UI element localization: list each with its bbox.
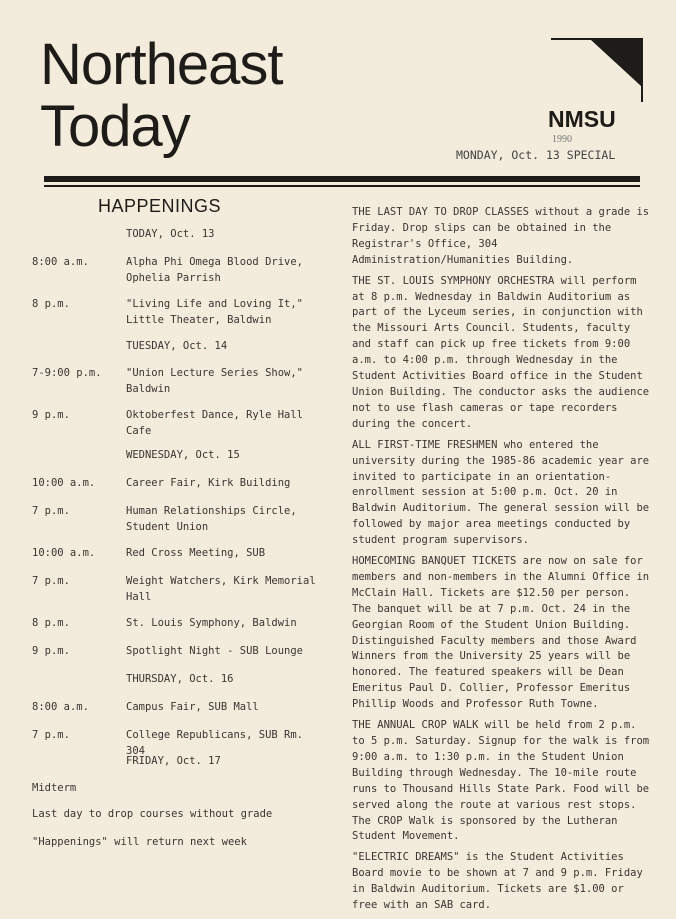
event-time: 9 p.m.: [32, 409, 70, 421]
day-heading: TODAY, Oct. 13: [126, 228, 215, 240]
event-description: Weight Watchers, Kirk Memorial Hall: [126, 575, 316, 603]
event-description: St. Louis Symphony, Baldwin: [126, 617, 297, 629]
handwritten-year: 1990: [552, 134, 572, 145]
event-description: Career Fair, Kirk Building: [126, 477, 291, 489]
event-time: 7 p.m.: [32, 575, 70, 587]
event-description: Spotlight Night - SUB Lounge: [126, 645, 304, 657]
event-time: 8 p.m.: [32, 617, 70, 629]
announcement-paragraph: HOMECOMING BANQUET TICKETS are now on sale for members and non-members in the Alumni Office in McClain Hall. Tickets are $12.50 per person. The banquet will be at 7 p.m. Oct. 24 in the Georgian Room of the Student Union Building. Distinguished Faculty members and those Award Winners from the University 25 years will be honored. The featured speakers will be Dean Emeritus Paul D. Collier, Professor Emeritus Phillip Woods and Professor Ruth Towne.: [352, 555, 650, 711]
masthead-rule-thin: [44, 185, 640, 187]
announcement-paragraph: THE ANNUAL CROP WALK will be held from 2 p.m. to 5 p.m. Saturday. Signup for the walk is from 9:00 a.m. to 1:30 p.m. in the Student Union Building through Wednesday. The 10-mile route runs to Thousand Hills State Park. Food will be served along the route at various rest stops. The CROP Walk is sponsored by the Lutheran Student Movement.: [352, 719, 650, 843]
announcements-column: [352, 205, 652, 919]
day-heading: FRIDAY, Oct. 17: [126, 755, 221, 767]
day-heading: TUESDAY, Oct. 14: [126, 340, 228, 352]
friday-note: Last day to drop courses without grade: [32, 808, 273, 820]
announcement-paragraph: THE LAST DAY TO DROP CLASSES without a grade is Friday. Drop slips can be obtained in the Registrar's Office, 304 Administration/Humanities Building.: [352, 206, 650, 266]
friday-note: Midterm: [32, 782, 77, 794]
event-time: 8:00 a.m.: [32, 256, 89, 268]
event-time: 8 p.m.: [32, 298, 70, 310]
announcement-paragraph: ALL FIRST-TIME FRESHMEN who entered the university during the 1985-86 academic year are invited to participate in an orientation-enrollment session at 5:00 p.m. Oct. 20 in Baldwin Auditorium. The general session will be followed by major area meetings conducted by student program supervisors.: [352, 438, 650, 547]
day-heading: THURSDAY, Oct. 16: [126, 673, 234, 685]
event-description: College Republicans, SUB Rm. 304: [126, 729, 304, 757]
event-description: "Living Life and Loving It," Little Theater, Baldwin: [126, 298, 304, 326]
friday-note: "Happenings" will return next week: [32, 836, 247, 848]
event-time: 8:00 a.m.: [32, 701, 89, 713]
announcement-paragraph: "ELECTRIC DREAMS" is the Student Activities Board movie to be shown at 7 and 9 p.m. Friday in Baldwin Auditorium. Tickets are $1.00 or free with an SAB card.: [352, 851, 643, 912]
masthead-rule-thick: [44, 176, 640, 182]
event-time: 7 p.m.: [32, 729, 70, 741]
event-description: "Union Lecture Series Show," Baldwin: [126, 367, 304, 395]
event-description: Campus Fair, SUB Mall: [126, 701, 259, 713]
section-heading: HAPPENINGS: [98, 196, 222, 216]
event-time: 10:00 a.m.: [32, 547, 96, 559]
issue-date: MONDAY, Oct. 13 SPECIAL: [456, 148, 616, 162]
event-time: 10:00 a.m.: [32, 477, 96, 489]
masthead-title-line2: Today: [40, 94, 190, 159]
event-time: 7 p.m.: [32, 505, 70, 517]
event-description: Alpha Phi Omega Blood Drive, Ophelia Parrish: [126, 256, 304, 284]
event-description: Oktoberfest Dance, Ryle Hall Cafe: [126, 409, 304, 437]
logo-wordmark: NMSU: [548, 106, 616, 132]
announcement-paragraph: THE ST. LOUIS SYMPHONY ORCHESTRA will perform at 8 p.m. Wednesday in Baldwin Auditorium as part of the Lyceum series, in conjunction with the Missouri Arts Council. Students, faculty and staff can pick up free tickets from 9:00 a.m. to 4:00 p.m. through Wednesday in the Student Activities Board office in the Student Union Building. The conductor asks the audience not to use flash cameras or tape recorders during the concert.: [352, 274, 650, 430]
day-heading: WEDNESDAY, Oct. 15: [126, 449, 240, 461]
nmsu-logo-icon: [551, 38, 643, 102]
event-description: Human Relationships Circle, Student Union: [126, 505, 297, 533]
event-time: 7-9:00 p.m.: [32, 367, 102, 379]
event-description: Red Cross Meeting, SUB: [126, 547, 266, 559]
masthead-title-line1: Northeast: [40, 32, 283, 97]
event-time: 9 p.m.: [32, 645, 70, 657]
